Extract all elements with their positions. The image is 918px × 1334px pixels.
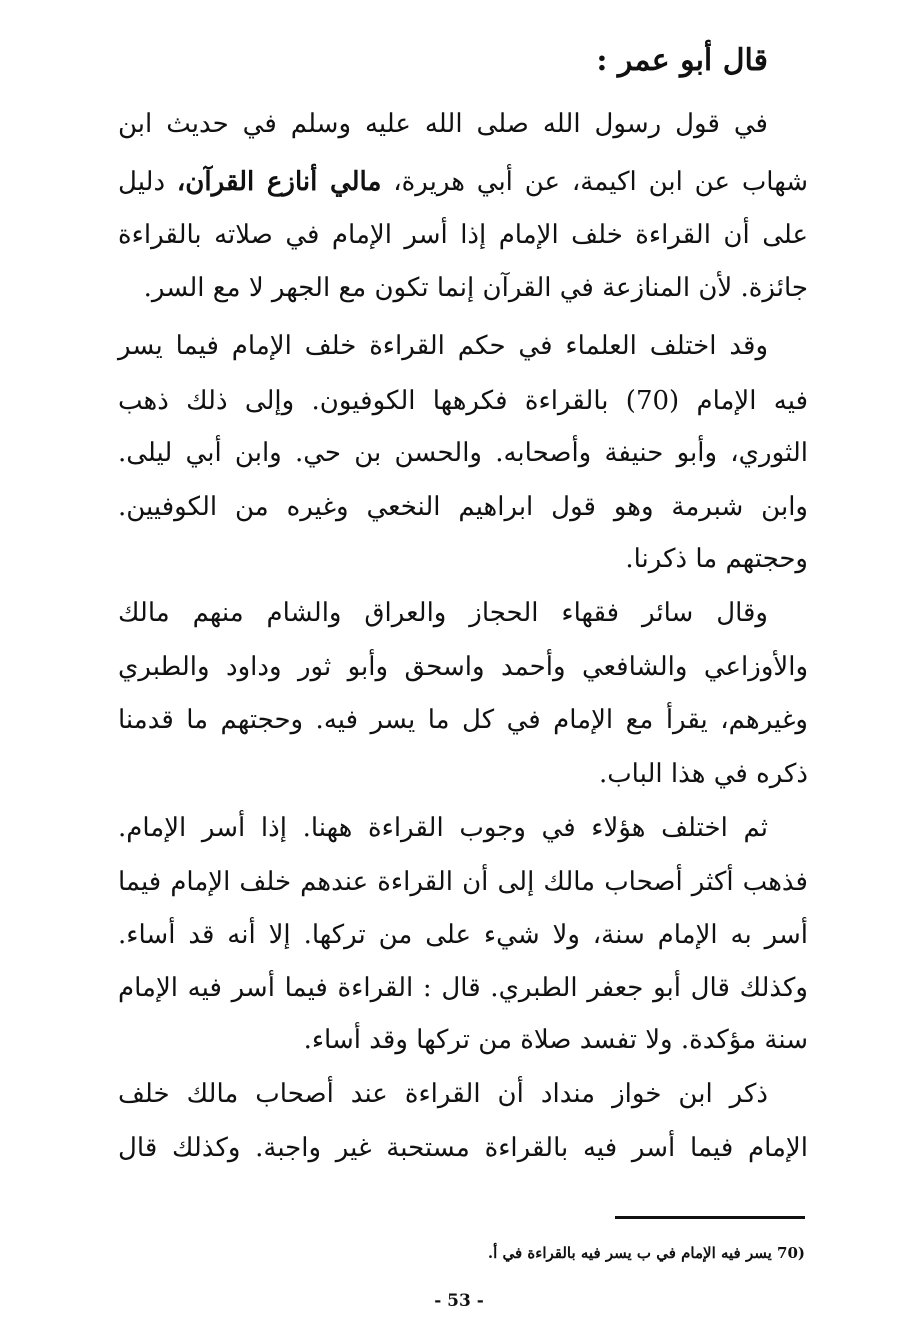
text-line: وغيرهم، يقرأ مع الإمام في كل ما يسر فيه. وحجتهم ما قدمنا — [118, 705, 808, 735]
text-line: ذكر ابن خواز منداد أن القراءة عند أصحاب مالك خلف — [118, 1079, 768, 1109]
text-line: سنة مؤكدة. ولا تفسد صلاة من تركها وقد أساء. — [303, 1025, 808, 1055]
quoted-hadith: مالي أنازع القرآن، — [176, 167, 382, 197]
text-line: في قول رسول الله صلى الله عليه وسلم في حديث ابن — [118, 109, 768, 139]
text-line: فيه الإمام (70) بالقراءة فكرهها الكوفيون. وإلى ذلك ذهب — [118, 386, 809, 416]
section-heading: قال أبو عمر : — [596, 43, 768, 78]
text-line: ثم اختلف هؤلاء في وجوب القراءة ههنا. إذا أسر الإمام. — [118, 813, 768, 843]
text-line: وحجتهم ما ذكرنا. — [625, 544, 808, 574]
text-line: الثوري، وأبو حنيفة وأصحابه. والحسن بن حي. وابن أبي ليلى. — [118, 438, 808, 468]
text-line: الإمام فيما أسر فيه بالقراءة مستحبة غير واجبة. وكذلك قال — [118, 1133, 808, 1163]
text-line: والأوزاعي والشافعي وأحمد واسحق وأبو ثور وداود والطبري — [118, 652, 808, 682]
footnote: (70 يسر فيه الإمام في ب يسر فيه بالقراءة في أ. — [487, 1244, 805, 1262]
text-line: ذكره في هذا الباب. — [598, 759, 808, 789]
text-line: وقال سائر فقهاء الحجاز والعراق والشام منهم مالك — [118, 598, 768, 628]
text-line: فذهب أكثر أصحاب مالك إلى أن القراءة عندهم خلف الإمام فيما — [118, 867, 808, 897]
text-line: على أن القراءة خلف الإمام إذا أسر الإمام في صلاته بالقراءة — [118, 220, 808, 250]
text-span: دليل — [118, 167, 177, 197]
text-line: أسر به الإمام سنة، ولا شيء على من تركها. إلا أنه قد أساء. — [118, 920, 808, 950]
text-line: جائزة. لأن المنازعة في القرآن إنما تكون مع الجهر لا مع السر. — [143, 273, 808, 303]
page-number: - 53 - — [434, 1291, 484, 1311]
text-line: وقد اختلف العلماء في حكم القراءة خلف الإمام فيما يسر — [118, 331, 768, 361]
text-line: وكذلك قال أبو جعفر الطبري. قال : القراءة فيما أسر فيه الإمام — [118, 973, 808, 1003]
footnote-divider — [615, 1216, 805, 1219]
text-line: وابن شبرمة وهو قول ابراهيم النخعي وغيره من الكوفيين. — [118, 492, 808, 522]
text-line — [118, 153, 808, 211]
text-span: شهاب عن ابن اكيمة، عن أبي هريرة، — [381, 167, 808, 197]
